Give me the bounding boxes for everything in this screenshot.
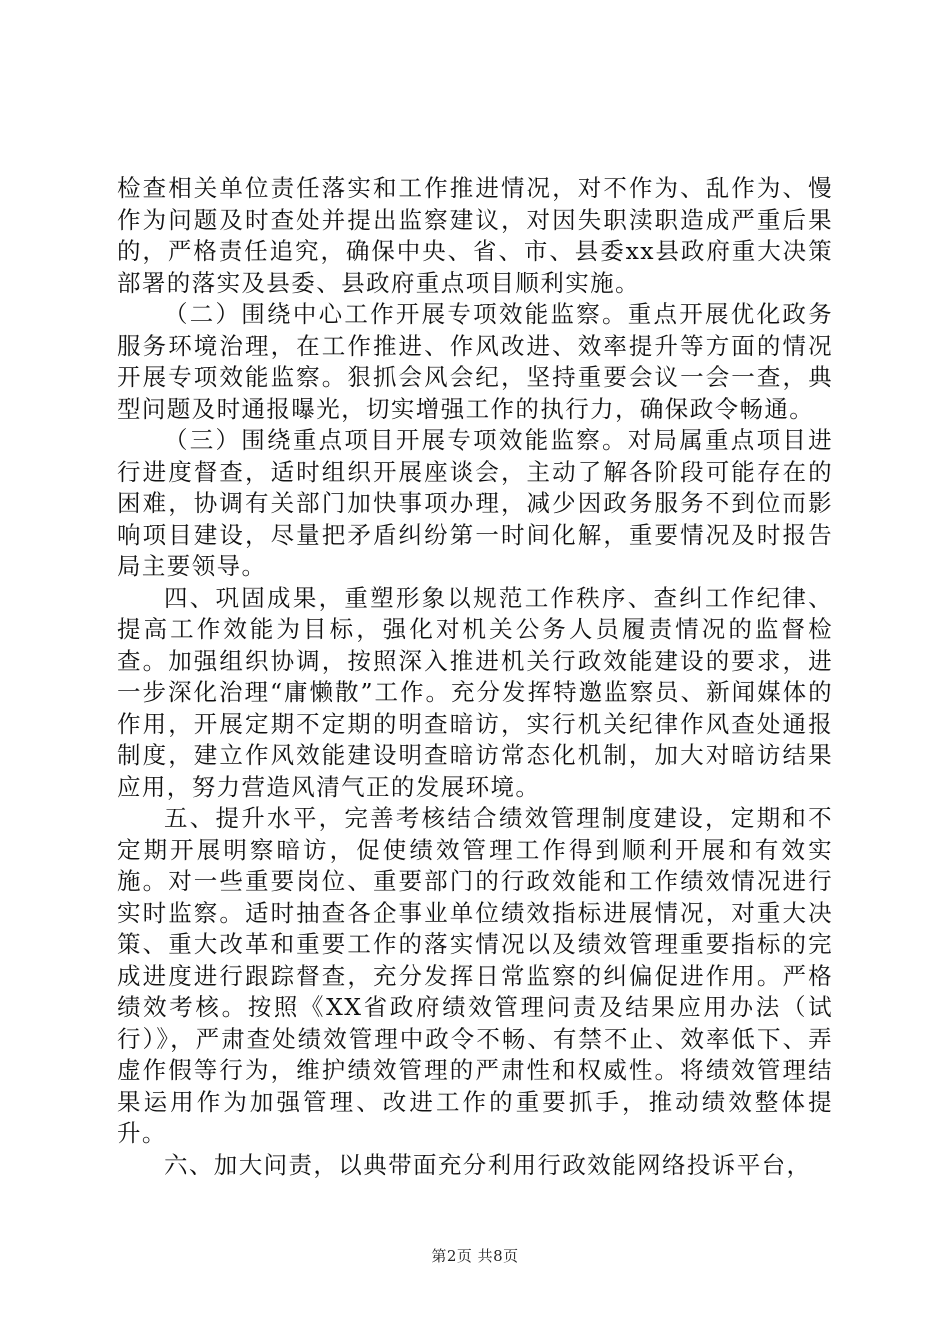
document-body	[117, 173, 833, 1181]
page-number-footer: 第2页 共8页	[431, 1247, 519, 1265]
paragraph-section-six: 六、加大问责，以典带面充分利用行政效能网络投诉平台，	[164, 1150, 812, 1179]
paragraph-continuation: 检查相关单位责任落实和工作推进情况，对不作为、乱作为、慢作为问题及时查处并提出监察建议，对因失职渎职造成严重后果的，严格责任追究，确保中央、省、市、县委xx县政府重大决策部署的落实及县委、县政府重点项目顺利实施。	[117, 174, 833, 297]
paragraph-section-three: （三）围绕重点项目开展专项效能监察。对局属重点项目进行进度督查，适时组织开展座谈会，主动了解各阶段可能存在的困难，协调有关部门加快事项办理，减少因政务服务不到位而影响项目建设，尽量把矛盾纠纷第一时间化解，重要情况及时报告局主要领导。	[117, 426, 833, 580]
paragraph-section-four: 四、巩固成果，重塑形象以规范工作秩序、查纠工作纪律、提高工作效能为目标，强化对机关公务人员履责情况的监督检查。加强组织协调，按照深入推进机关行政效能建设的要求，进一步深化治理“庸懒散”工作。充分发挥特邀监察员、新闻媒体的作用，开展定期不定期的明查暗访，实行机关纪律作风查处通报制度，建立作风效能建设明查暗访常态化机制，加大对暗访结果应用，努力营造风清气正的发展环境。	[117, 583, 833, 801]
paragraph-section-five: 五、提升水平，完善考核结合绩效管理制度建设，定期和不定期开展明察暗访，促使绩效管理工作得到顺利开展和有效实施。对一些重要岗位、重要部门的行政效能和工作绩效情况进行实时监察。适时抽查各企事业单位绩效指标进展情况，对重大决策、重大改革和重要工作的落实情况以及绩效管理重要指标的完成进度进行跟踪督查，充分发挥日常监察的纠偏促进作用。严格绩效考核。按照《XX省政府绩效管理问责及结果应用办法（试行）》，严肃查处绩效管理中政令不畅、有禁不止、效率低下、弄虚作假等行为，维护绩效管理的严肃性和权威性。将绩效管理结果运用作为加强管理、改进工作的重要抓手，推动绩效整体提升。	[117, 804, 833, 1147]
paragraph-section-two: （二）围绕中心工作开展专项效能监察。重点开展优化政务服务环境治理，在工作推进、作风改进、效率提升等方面的情况开展专项效能监察。狠抓会风会纪，坚持重要会议一会一查，典型问题及时通报曝光，切实增强工作的执行力，确保政令畅通。	[117, 300, 833, 423]
